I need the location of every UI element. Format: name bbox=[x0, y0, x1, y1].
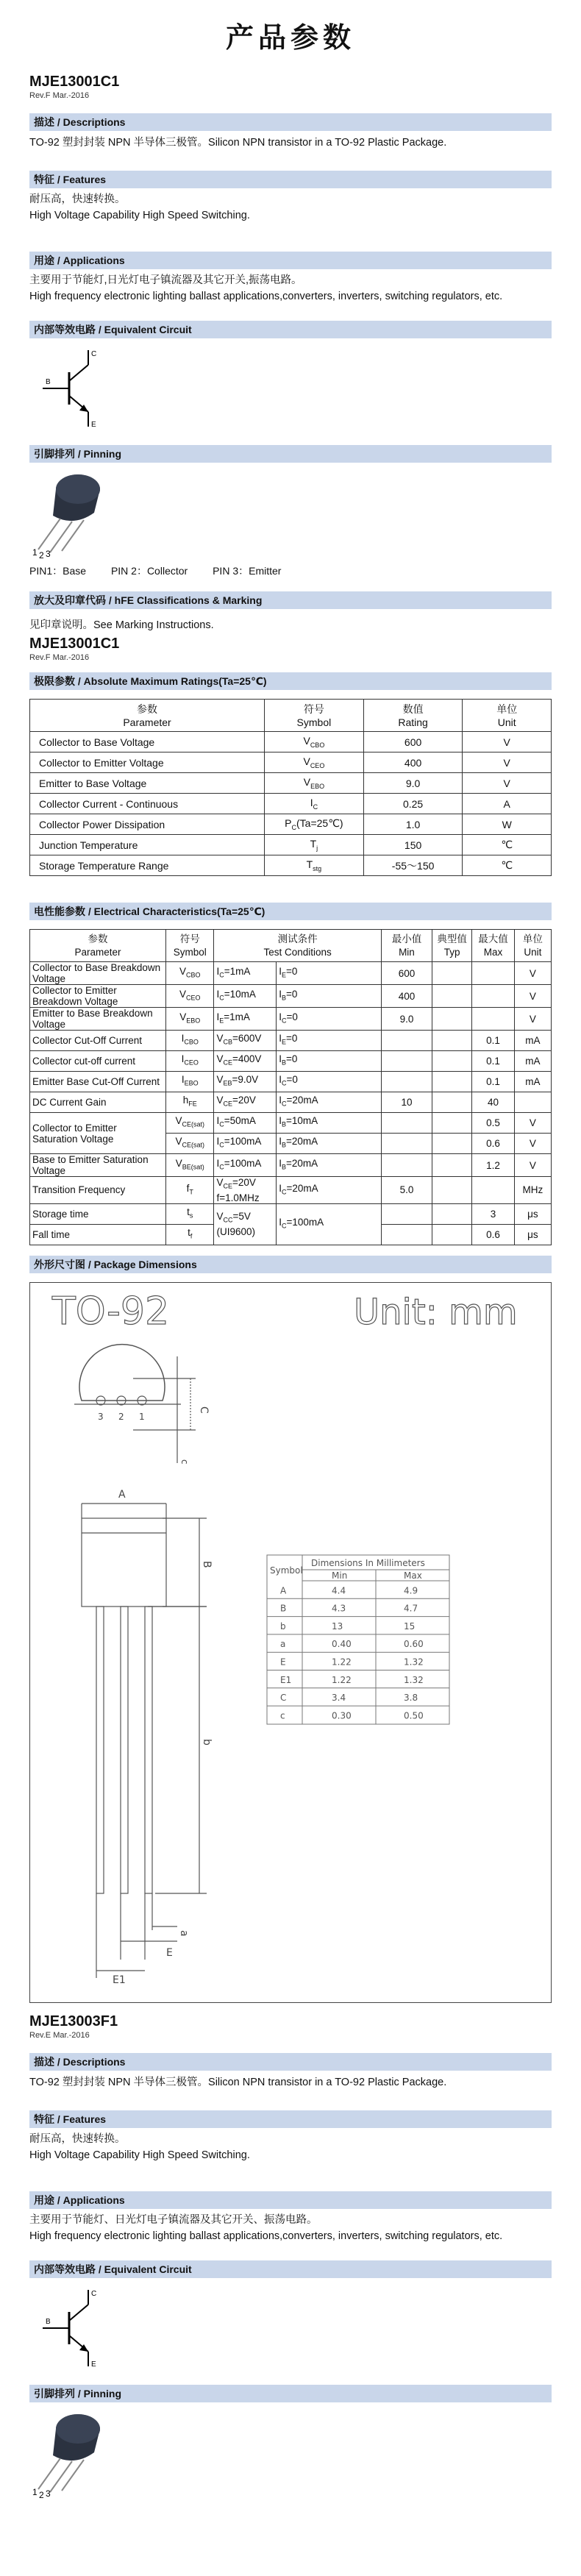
parameter-cell: Emitter to Base Breakdown Voltage bbox=[30, 1008, 166, 1031]
applications-cn: 主要用于节能灯,日光灯电子镇流器及其它开关,振荡电路。 bbox=[29, 274, 302, 286]
table-row bbox=[30, 1154, 552, 1177]
typ-cell bbox=[432, 1051, 472, 1072]
typ-cell bbox=[432, 1134, 472, 1154]
drawing-pin-label: 2 bbox=[118, 1411, 124, 1422]
applications-en: High frequency electronic lighting ballast applications,converters, inverters, switching regulators, etc. bbox=[29, 291, 503, 302]
max-cell: 0.1 bbox=[472, 1031, 515, 1051]
electrical-characteristics-table bbox=[29, 929, 552, 1245]
condition-cell: $V_{CE}=20V$ bbox=[214, 1092, 277, 1113]
table-row bbox=[30, 773, 552, 794]
table-header-row bbox=[30, 700, 552, 732]
pin-list bbox=[29, 563, 552, 578]
dim-min: 4.4 bbox=[332, 1584, 346, 1595]
symbol-cell: $f_T$ bbox=[165, 1177, 213, 1204]
dim-max: 0.50 bbox=[404, 1710, 424, 1721]
features-cn: 耐压高，快速转换。 bbox=[29, 193, 126, 205]
condition-cell: $I_C=0$ bbox=[277, 1072, 382, 1092]
dim-min: 13 bbox=[332, 1620, 343, 1632]
page-title: 产品参数 bbox=[225, 21, 355, 54]
condition-cell: $I_C=50mA$ bbox=[214, 1113, 277, 1134]
typ-cell bbox=[432, 1203, 472, 1224]
min-cell bbox=[381, 1134, 432, 1154]
features-cn: 耐压高，快速转换。 bbox=[29, 2132, 126, 2145]
condition-cell: $I_C=100mA$ bbox=[277, 1203, 382, 1245]
dim-label: C bbox=[198, 1406, 210, 1414]
pin-number: 1 bbox=[32, 547, 38, 558]
drawing-pin-label: 3 bbox=[98, 1411, 104, 1422]
pin-number: 3 bbox=[46, 549, 51, 558]
condition-cell: $I_C=20mA$ bbox=[277, 1177, 382, 1204]
emitter-label: E bbox=[91, 421, 96, 429]
u-cell: V bbox=[514, 1113, 551, 1134]
unit-cell: V bbox=[463, 732, 552, 752]
section-pinning: 引脚排列 / Pinning bbox=[29, 445, 552, 463]
parameter-cell: Storage time bbox=[30, 1203, 166, 1224]
min-cell: 10 bbox=[381, 1092, 432, 1113]
col-header: 最小值 Min bbox=[381, 930, 432, 962]
features-en: High Voltage Capability High Speed Switching. bbox=[29, 210, 250, 221]
table-row bbox=[30, 1031, 552, 1051]
section-equivalent-circuit: 内部等效电路 / Equivalent Circuit bbox=[29, 2260, 552, 2278]
dim-max: 4.9 bbox=[404, 1584, 418, 1595]
parameter-cell: Collector to Emitter Voltage bbox=[30, 752, 265, 773]
hfe-text: 见印章说明。See Marking Instructions. bbox=[29, 619, 214, 631]
condition-cell: $I_C=100mA$ bbox=[214, 1134, 277, 1154]
col-header: 典型值 Typ bbox=[432, 930, 472, 962]
pin-number: 1 bbox=[32, 2486, 38, 2497]
u-cell: V bbox=[514, 962, 551, 985]
condition-cell: $I_C=10mA$ bbox=[214, 985, 277, 1008]
table-row bbox=[30, 752, 552, 773]
col-header: 参数 Parameter bbox=[30, 700, 265, 732]
typ-cell bbox=[432, 985, 472, 1008]
symbol-cell: $V_{EBO}$ bbox=[165, 1008, 213, 1031]
section-electrical-characteristics: 电性能参数 / Electrical Characteristics(Ta=25℃) bbox=[29, 903, 552, 920]
dim-label: a bbox=[178, 1929, 190, 1937]
condition-cell: $I_E=0$ bbox=[277, 1031, 382, 1051]
max-cell: 3 bbox=[472, 1203, 515, 1224]
condition-cell: $I_B=10mA$ bbox=[277, 1113, 382, 1134]
dimension-table bbox=[267, 1555, 449, 1724]
pin-number: 3 bbox=[46, 2488, 51, 2498]
dim-symbol: E bbox=[280, 1657, 286, 1668]
condition-cell: $V_{CE}=20V$ f=1.0MHz bbox=[214, 1177, 277, 1204]
table-row bbox=[30, 985, 552, 1008]
section-features: 特征 / Features bbox=[29, 171, 552, 188]
description-text: TO-92 塑封封装 NPN 半导体三极管。Silicon NPN transistor in a TO-92 Plastic Package. bbox=[29, 137, 447, 149]
description-text: TO-92 塑封封装 NPN 半导体三极管。Silicon NPN transistor in a TO-92 Plastic Package. bbox=[29, 2076, 447, 2088]
max-cell bbox=[472, 1008, 515, 1031]
symbol-cell: $V_{CEO}$ bbox=[165, 985, 213, 1008]
dim-label: B bbox=[201, 1560, 213, 1568]
dim-table-header: Symbol bbox=[270, 1565, 303, 1576]
dim-max: 3.8 bbox=[404, 1692, 418, 1703]
col-header: 符号 Symbol bbox=[265, 700, 364, 732]
symbol-cell: $V_{EBO}$ bbox=[265, 773, 364, 794]
condition-cell: $I_C=1mA$ bbox=[214, 962, 277, 985]
pin2-label: PIN 2：Collector bbox=[110, 565, 188, 577]
dim-label: A bbox=[118, 1488, 126, 1501]
drawing-pin-label: 1 bbox=[139, 1411, 145, 1422]
condition-cell: $I_B=20mA$ bbox=[277, 1154, 382, 1177]
parameter-cell: DC Current Gain bbox=[30, 1092, 166, 1113]
min-cell: 400 bbox=[381, 985, 432, 1008]
unit-label: Unit: mm bbox=[354, 1291, 518, 1333]
table-row bbox=[30, 835, 552, 855]
symbol-cell: $V_{CEO}$ bbox=[265, 752, 364, 773]
condition-cell: $I_E=0$ bbox=[277, 962, 382, 985]
parameter-cell: Junction Temperature bbox=[30, 835, 265, 855]
unit-cell: ℃ bbox=[463, 855, 552, 876]
dim-min: 1.22 bbox=[332, 1674, 352, 1685]
model-number: MJE13003F1 bbox=[29, 2013, 118, 2029]
u-cell: mA bbox=[514, 1072, 551, 1092]
symbol-cell: $h_{FE}$ bbox=[165, 1092, 213, 1113]
typ-cell bbox=[432, 1113, 472, 1134]
condition-cell: $V_{EB}=9.0V$ bbox=[214, 1072, 277, 1092]
base-label: B bbox=[46, 378, 51, 386]
dim-max: 1.32 bbox=[404, 1674, 424, 1685]
dim-label: E1 bbox=[113, 1974, 126, 1986]
min-cell bbox=[381, 1203, 432, 1224]
table-row bbox=[30, 1008, 552, 1031]
condition-cell: $I_C=20mA$ bbox=[277, 1092, 382, 1113]
rating-cell: 0.25 bbox=[363, 794, 463, 814]
max-cell: 0.6 bbox=[472, 1134, 515, 1154]
min-cell bbox=[381, 1154, 432, 1177]
rating-cell: 400 bbox=[363, 752, 463, 773]
section-descriptions: 描述 / Descriptions bbox=[29, 113, 552, 131]
table-header-row bbox=[30, 930, 552, 962]
symbol-cell: $T_{stg}$ bbox=[265, 855, 364, 876]
dim-table-header: Min bbox=[332, 1570, 348, 1581]
u-cell bbox=[514, 1092, 551, 1113]
table-row bbox=[30, 1113, 552, 1134]
dim-symbol: C bbox=[280, 1692, 287, 1703]
package-dimension-drawing bbox=[30, 1283, 551, 2002]
typ-cell bbox=[432, 962, 472, 985]
model-number: MJE13001C1 bbox=[29, 636, 120, 652]
symbol-cell: $V_{CE(sat)}$ bbox=[165, 1134, 213, 1154]
package-drawing bbox=[29, 1282, 552, 2003]
min-cell bbox=[381, 1031, 432, 1051]
max-cell: 0.1 bbox=[472, 1051, 515, 1072]
min-cell: 9.0 bbox=[381, 1008, 432, 1031]
u-cell: mA bbox=[514, 1051, 551, 1072]
u-cell: mA bbox=[514, 1031, 551, 1051]
model-number: MJE13001C1 bbox=[29, 74, 120, 90]
u-cell: V bbox=[514, 1154, 551, 1177]
condition-cell: $V_{CB}=600V$ bbox=[214, 1031, 277, 1051]
col-header: 数值 Rating bbox=[363, 700, 463, 732]
revision: Rev.E Mar.-2016 bbox=[29, 2030, 90, 2040]
col-header: 符号 Symbol bbox=[165, 930, 213, 962]
symbol-cell: $t_s$ bbox=[165, 1203, 213, 1224]
min-cell: 5.0 bbox=[381, 1177, 432, 1204]
unit-cell: V bbox=[463, 773, 552, 794]
parameter-cell: Emitter Base Cut-Off Current bbox=[30, 1072, 166, 1092]
condition-cell: $I_B=0$ bbox=[277, 985, 382, 1008]
table-row bbox=[30, 1051, 552, 1072]
max-cell bbox=[472, 985, 515, 1008]
col-header: 最大值 Max bbox=[472, 930, 515, 962]
max-cell: 40 bbox=[472, 1092, 515, 1113]
rating-cell: 9.0 bbox=[363, 773, 463, 794]
condition-cell: $I_C=0$ bbox=[277, 1008, 382, 1031]
symbol-cell: $t_f$ bbox=[165, 1224, 213, 1245]
parameter-cell: Collector cut-off current bbox=[30, 1051, 166, 1072]
dim-max: 1.32 bbox=[404, 1657, 424, 1668]
dim-symbol: E1 bbox=[280, 1674, 292, 1685]
parameter-cell: Collector to Emitter Saturation Voltage bbox=[30, 1113, 166, 1154]
parameter-cell: Collector Cut-Off Current bbox=[30, 1031, 166, 1051]
dim-max: 15 bbox=[404, 1620, 416, 1632]
dim-label: E bbox=[166, 1946, 173, 1959]
pin-number: 2 bbox=[39, 2489, 44, 2498]
collector-label: C bbox=[91, 350, 97, 358]
typ-cell bbox=[432, 1154, 472, 1177]
symbol-cell: $I_{EBO}$ bbox=[165, 1072, 213, 1092]
condition-cell: $I_C=100mA$ bbox=[214, 1154, 277, 1177]
rating-cell: -55～150 bbox=[363, 855, 463, 876]
features-en: High Voltage Capability High Speed Switching. bbox=[29, 2149, 250, 2161]
dim-symbol: A bbox=[280, 1584, 287, 1595]
dim-max: 4.7 bbox=[404, 1603, 418, 1614]
symbol-cell: $I_C$ bbox=[265, 794, 364, 814]
dim-symbol: a bbox=[280, 1638, 286, 1649]
rating-cell: 600 bbox=[363, 732, 463, 752]
section-equivalent-circuit: 内部等效电路 / Equivalent Circuit bbox=[29, 321, 552, 338]
typ-cell bbox=[432, 1072, 472, 1092]
pin-number: 2 bbox=[39, 550, 44, 558]
transistor-symbol-icon bbox=[35, 344, 124, 433]
table-row bbox=[30, 794, 552, 814]
revision: Rev.F Mar.-2016 bbox=[29, 653, 90, 662]
table-row bbox=[30, 1177, 552, 1204]
section-hfe-marking: 放大及印章代码 / hFE Classifications & Marking bbox=[29, 591, 552, 609]
parameter-cell: Storage Temperature Range bbox=[30, 855, 265, 876]
max-cell: 0.1 bbox=[472, 1072, 515, 1092]
pin3-label: PIN 3：Emitter bbox=[213, 565, 282, 577]
transistor-symbol-icon bbox=[35, 2284, 124, 2372]
base-label: B bbox=[46, 2317, 51, 2326]
dim-min: 0.30 bbox=[332, 1710, 352, 1721]
symbol-cell: $V_{CBO}$ bbox=[165, 962, 213, 985]
u-cell: V bbox=[514, 985, 551, 1008]
emitter-label: E bbox=[91, 2360, 96, 2369]
dim-table-title: Dimensions In Millimeters bbox=[311, 1557, 425, 1568]
section-absolute-max-ratings: 极限参数 / Absolute Maximum Ratings(Ta=25℃) bbox=[29, 672, 552, 690]
dim-symbol: B bbox=[280, 1603, 287, 1614]
section-features: 特征 / Features bbox=[29, 2110, 552, 2128]
u-cell: V bbox=[514, 1008, 551, 1031]
parameter-cell: Collector Current - Continuous bbox=[30, 794, 265, 814]
col-header: 单位 Unit bbox=[514, 930, 551, 962]
table-row bbox=[30, 1072, 552, 1092]
unit-cell: V bbox=[463, 752, 552, 773]
u-cell: MHz bbox=[514, 1177, 551, 1204]
dim-symbol: c bbox=[280, 1710, 285, 1721]
parameter-cell: Collector to Base Breakdown Voltage bbox=[30, 962, 166, 985]
symbol-cell: $I_{CEO}$ bbox=[165, 1051, 213, 1072]
dim-label: c bbox=[179, 1459, 190, 1465]
section-applications: 用途 / Applications bbox=[29, 252, 552, 269]
parameter-cell: Base to Emitter Saturation Voltage bbox=[30, 1154, 166, 1177]
dim-max: 0.60 bbox=[404, 1638, 424, 1649]
condition-cell: $I_E=1mA$ bbox=[214, 1008, 277, 1031]
table-row bbox=[30, 1203, 552, 1224]
min-cell bbox=[381, 1113, 432, 1134]
symbol-cell: $I_{CBO}$ bbox=[165, 1031, 213, 1051]
parameter-cell: Collector to Base Voltage bbox=[30, 732, 265, 752]
applications-cn: 主要用于节能灯、日光灯电子镇流器及其它开关、振荡电路。 bbox=[29, 2213, 318, 2226]
min-cell bbox=[381, 1224, 432, 1245]
section-package-dimensions: 外形尺寸图 / Package Dimensions bbox=[29, 1256, 552, 1273]
table-row bbox=[30, 855, 552, 876]
unit-cell: W bbox=[463, 814, 552, 835]
parameter-cell: Fall time bbox=[30, 1224, 166, 1245]
col-header: 参数 Parameter bbox=[30, 930, 166, 962]
table-row bbox=[30, 732, 552, 752]
symbol-cell: $V_{CBO}$ bbox=[265, 732, 364, 752]
symbol-cell: $V_{CE(sat)}$ bbox=[165, 1113, 213, 1134]
symbol-cell: $V_{BE(sat)}$ bbox=[165, 1154, 213, 1177]
parameter-cell: Transition Frequency bbox=[30, 1177, 166, 1204]
min-cell bbox=[381, 1072, 432, 1092]
dim-min: 0.40 bbox=[332, 1638, 352, 1649]
to92-package-icon bbox=[32, 2410, 113, 2498]
collector-label: C bbox=[91, 2289, 97, 2298]
applications-en: High frequency electronic lighting ballast applications,converters, inverters, switching regulators, etc. bbox=[29, 2230, 503, 2242]
dim-min: 4.3 bbox=[332, 1603, 346, 1614]
u-cell: V bbox=[514, 1134, 551, 1154]
parameter-cell: Collector Power Dissipation bbox=[30, 814, 265, 835]
unit-cell: ℃ bbox=[463, 835, 552, 855]
typ-cell bbox=[432, 1224, 472, 1245]
max-cell: 0.6 bbox=[472, 1224, 515, 1245]
rating-cell: 1.0 bbox=[363, 814, 463, 835]
min-cell bbox=[381, 1051, 432, 1072]
to92-package-icon bbox=[32, 470, 113, 558]
unit-cell: A bbox=[463, 794, 552, 814]
dim-min: 1.22 bbox=[332, 1657, 352, 1668]
table-row bbox=[30, 814, 552, 835]
max-cell bbox=[472, 1177, 515, 1204]
u-cell: μs bbox=[514, 1224, 551, 1245]
condition-cell: $I_B=20mA$ bbox=[277, 1134, 382, 1154]
typ-cell bbox=[432, 1008, 472, 1031]
table-row bbox=[30, 1092, 552, 1113]
section-pinning: 引脚排列 / Pinning bbox=[29, 2385, 552, 2402]
rating-cell: 150 bbox=[363, 835, 463, 855]
condition-cell: $I_B=0$ bbox=[277, 1051, 382, 1072]
min-cell: 600 bbox=[381, 962, 432, 985]
parameter-cell: Collector to Emitter Breakdown Voltage bbox=[30, 985, 166, 1008]
col-header: 单位 Unit bbox=[463, 700, 552, 732]
pin1-label: PIN1：Base bbox=[29, 565, 87, 577]
symbol-cell: $T_j$ bbox=[265, 835, 364, 855]
dim-min: 3.4 bbox=[332, 1692, 346, 1703]
absolute-max-ratings-table bbox=[29, 699, 552, 876]
max-cell bbox=[472, 962, 515, 985]
parameter-cell: Emitter to Base Voltage bbox=[30, 773, 265, 794]
symbol-cell: $P_C(Ta=25℃)$ bbox=[265, 814, 364, 835]
typ-cell bbox=[432, 1177, 472, 1204]
package-name: TO-92 bbox=[52, 1289, 170, 1334]
typ-cell bbox=[432, 1092, 472, 1113]
typ-cell bbox=[432, 1031, 472, 1051]
condition-cell: $V_{CE}=400V$ bbox=[214, 1051, 277, 1072]
max-cell: 0.5 bbox=[472, 1113, 515, 1134]
col-header: 测试条件 Test Conditions bbox=[214, 930, 381, 962]
revision: Rev.F Mar.-2016 bbox=[29, 91, 90, 100]
section-descriptions: 描述 / Descriptions bbox=[29, 2053, 552, 2071]
condition-cell: $V_{CC}=5V$ (UI9600) bbox=[214, 1203, 277, 1245]
table-row bbox=[30, 962, 552, 985]
max-cell: 1.2 bbox=[472, 1154, 515, 1177]
dim-symbol: b bbox=[280, 1620, 286, 1632]
dim-label: b bbox=[201, 1738, 213, 1746]
u-cell: μs bbox=[514, 1203, 551, 1224]
dim-table-header: Max bbox=[404, 1570, 422, 1581]
section-applications: 用途 / Applications bbox=[29, 2191, 552, 2209]
